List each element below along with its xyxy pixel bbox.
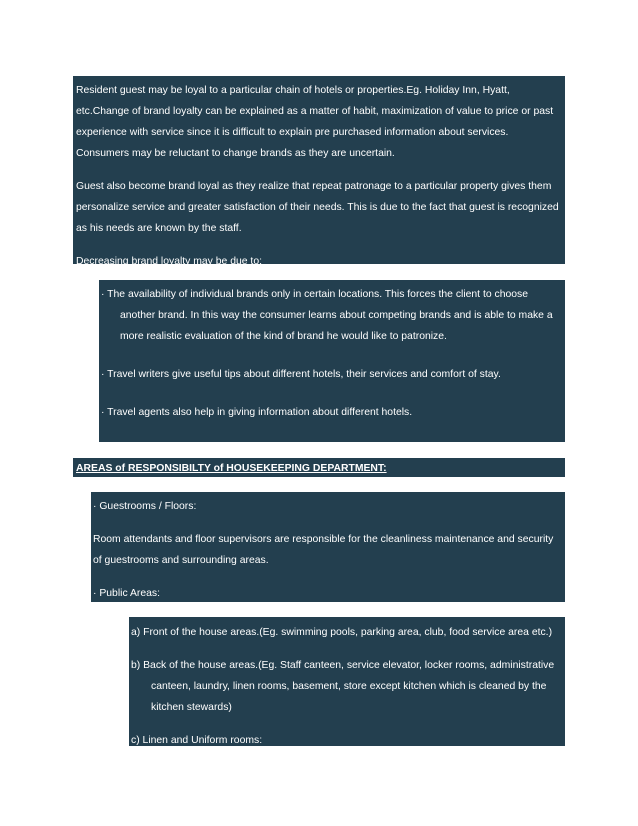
area-item-b-line: kitchen stewards) — [151, 702, 232, 713]
area-item-b-line: b) Back of the house areas.(Eg. Staff canteen, service elevator, locker rooms, administrative — [131, 660, 555, 671]
guestrooms-subheading: · Guestrooms / Floors: — [93, 501, 197, 512]
public-areas-subheading: · Public Areas: — [93, 588, 160, 599]
reason-item-2: · Travel writers give useful tips about different hotels, their services and comfort of stay. — [101, 369, 501, 380]
para2-line: Guest also become brand loyal as they realize that repeat patronage to a particular property gives them — [76, 181, 552, 192]
area-item-a: a) Front of the house areas.(Eg. swimming pools, parking area, club, food service area etc.) — [131, 627, 553, 638]
reason-item-3: · Travel agents also help in giving information about different hotels. — [101, 407, 413, 418]
area-item-c: c) Linen and Uniform rooms: — [131, 735, 263, 746]
guestrooms-para-line: of guestrooms and surrounding areas. — [93, 555, 269, 566]
para1-line: Resident guest may be loyal to a particular chain of hotels or properties.Eg. Holiday Inn, Hyatt, — [76, 85, 510, 96]
reason-item-4: · Trade magazines often do monthly assessments of different hotels. — [101, 445, 416, 456]
public-areas-block — [129, 617, 565, 746]
para1-line: experience with service since it is difficult to explain pre purchased information about services. — [76, 127, 509, 138]
para1-line: Consumers may be reluctant to change brands as they are uncertain. — [76, 148, 395, 159]
para2-line: personalize service and greater satisfaction of their needs. This is due to the fact that guest is recognized — [76, 202, 559, 213]
guestrooms-block — [91, 492, 565, 602]
reason-item-1-line: another brand. In this way the consumer learns about competing brands and is able to make a — [120, 310, 553, 321]
para1-line: etc.Change of brand loyalty can be explained as a matter of habit, maximization of value to price or past — [76, 106, 554, 117]
section-heading-bar — [73, 458, 565, 477]
reason-item-1-line: more realistic evaluation of the kind of brand he would like to patronize. — [120, 331, 447, 342]
area-item-b-line: canteen, laundry, linen rooms, basement, store except kitchen which is cleaned by the — [151, 681, 547, 692]
decreasing-loyalty-lead: Decreasing brand loyalty may be due to: — [76, 256, 262, 267]
guestrooms-para-line: Room attendants and floor supervisors are responsible for the cleanliness maintenance and security — [93, 534, 554, 545]
reasons-list-block — [99, 280, 565, 456]
para2-line: as his needs are known by the staff. — [76, 223, 242, 234]
brand-loyalty-block — [73, 76, 565, 267]
reason-item-1-line: · The availability of individual brands only in certain locations. This forces the client to choose — [101, 289, 529, 300]
section-heading: AREAS of RESPONSIBILTY of HOUSEKEEPING DEPARTMENT: — [76, 463, 387, 474]
